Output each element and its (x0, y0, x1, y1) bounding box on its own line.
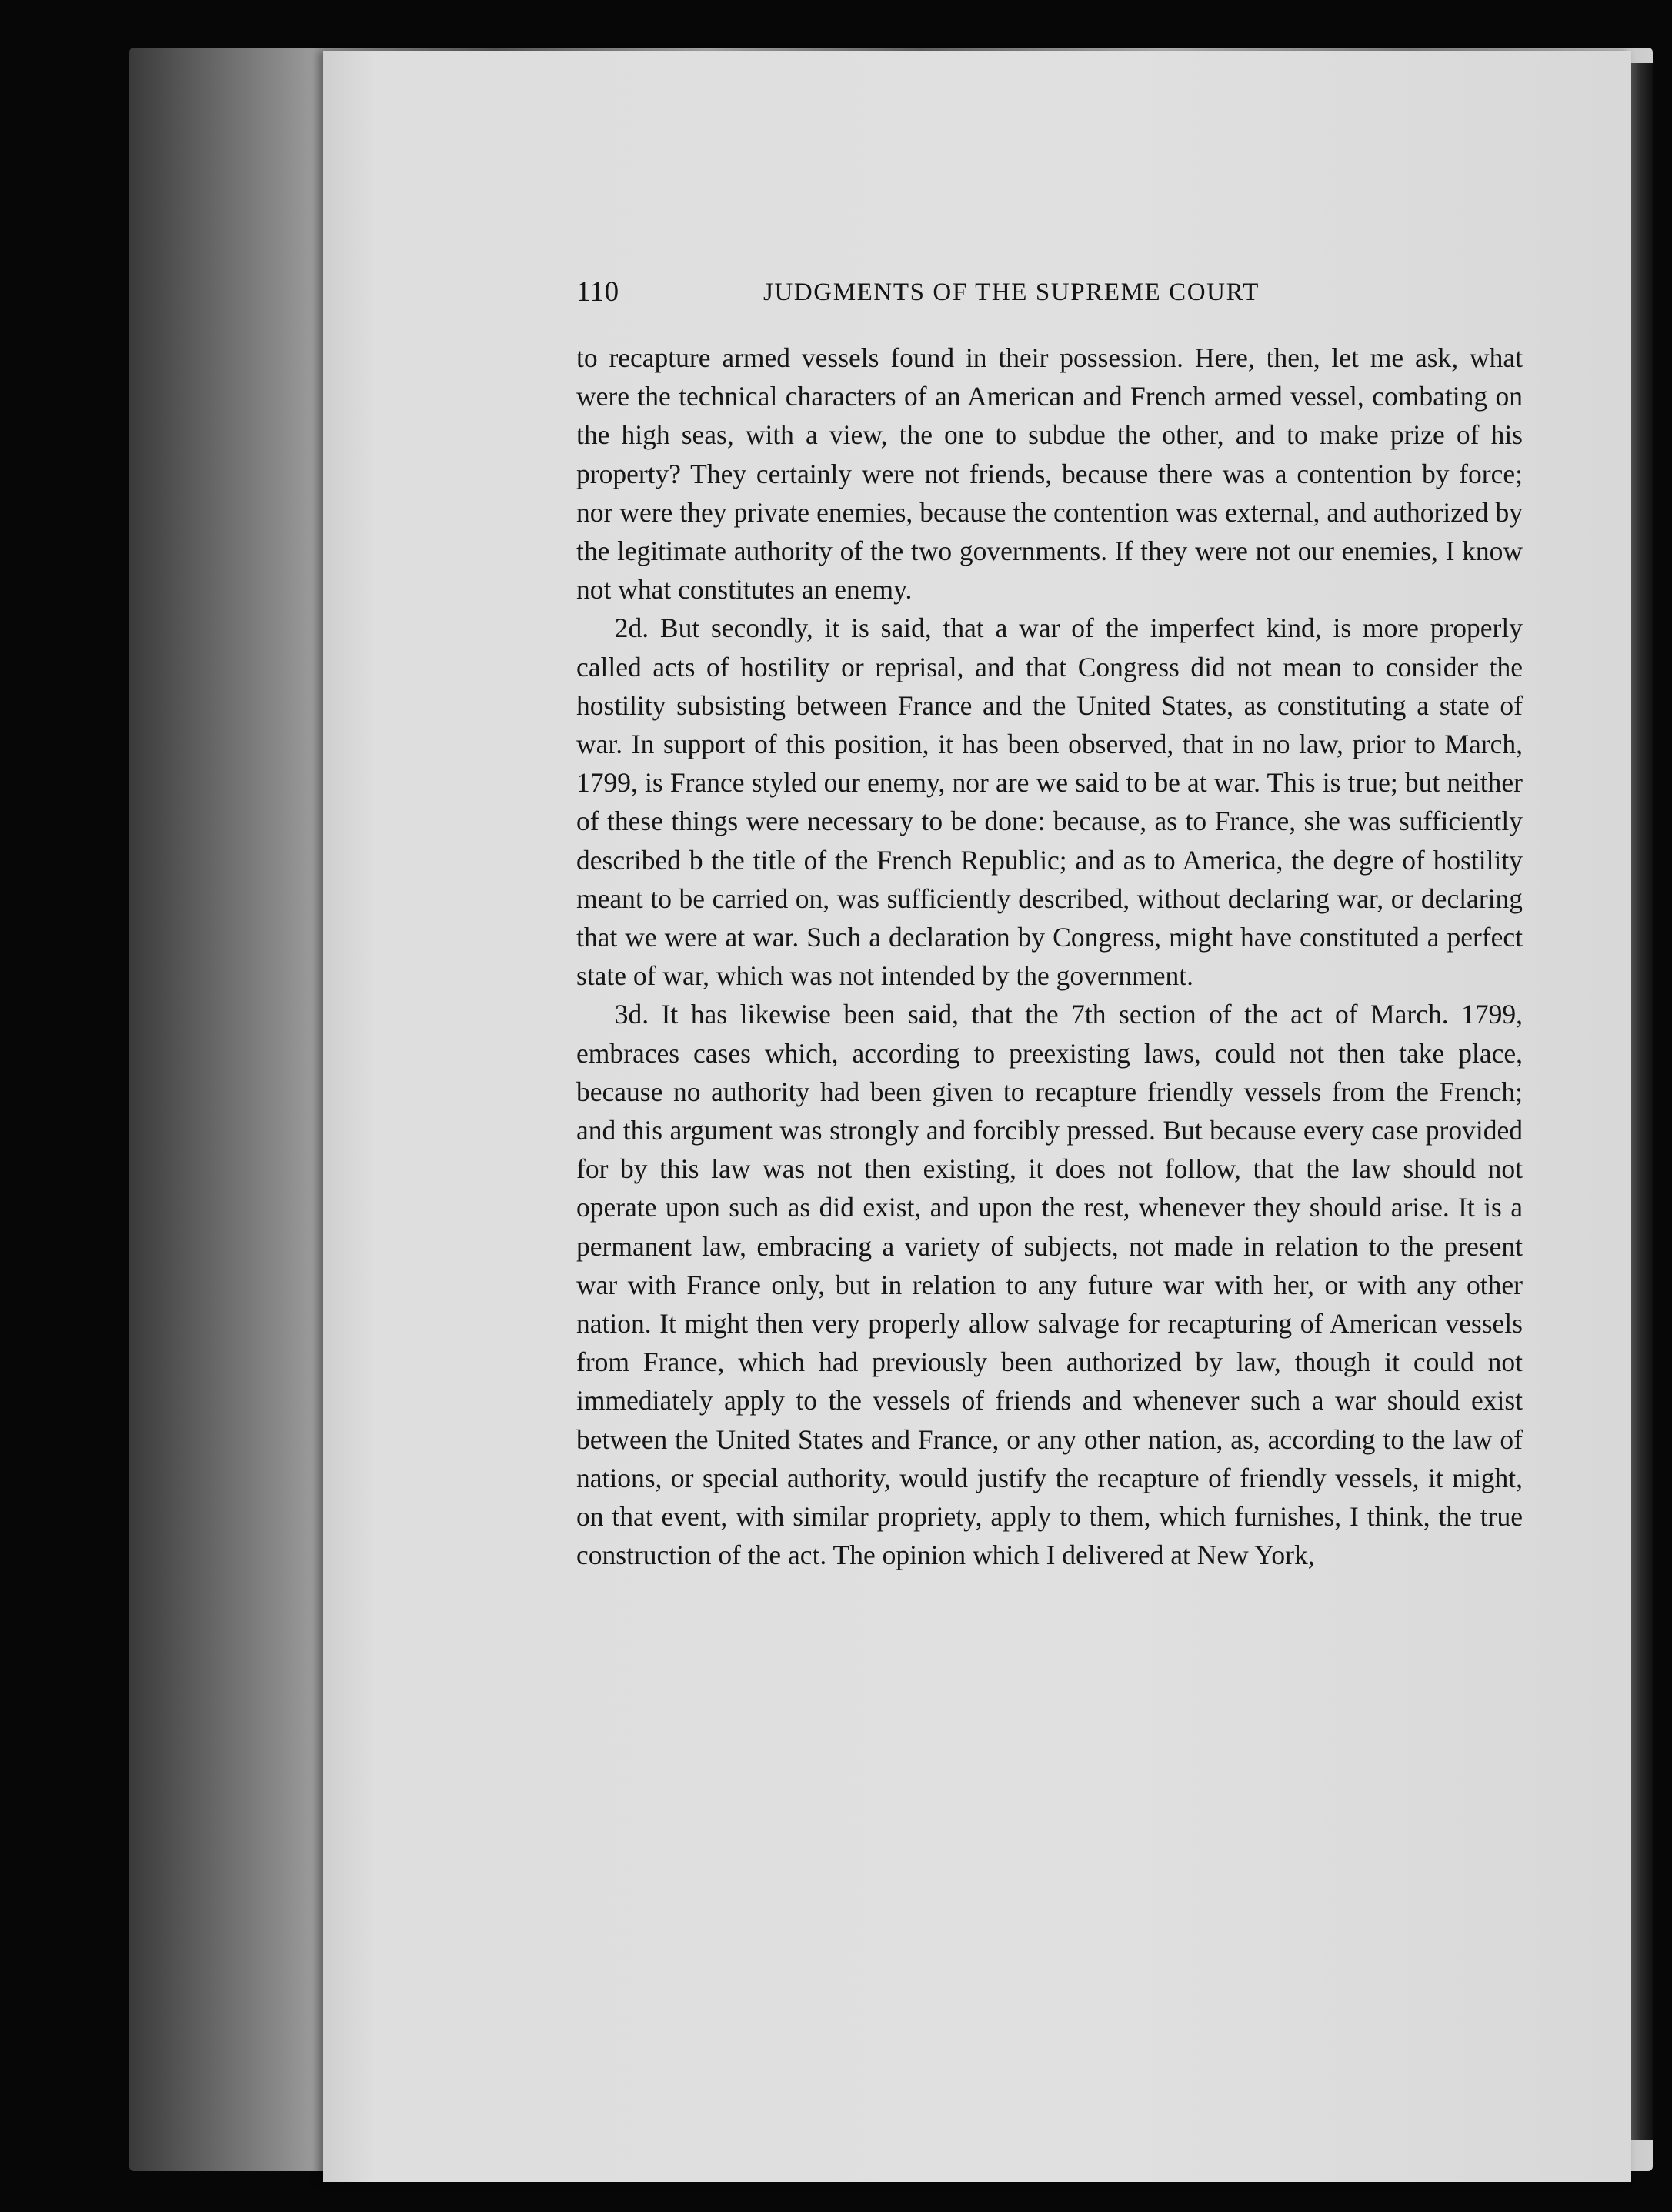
body-text (576, 339, 1523, 1575)
paragraph-continuation: to recapture armed vessels found in their possession. Here, then, let me ask, what were the technical characters of an American and French armed vessel, combating on the high seas, with a view, the one to subdue the other, and to make prize of his property? They certainly were not friends, because there was a contention by force; nor were they private enemies, because the contention was external, and authorized by the legitimate authority of the two governments. If they were not our enemies, I know not what constitutes an enemy. (576, 342, 1523, 606)
page-header (576, 269, 1523, 315)
running-head: JUDGMENTS OF THE SUPREME COURT (763, 279, 1260, 306)
paragraph-second-point: 2d. But secondly, it is said, that a war of the imperfect kind, is more properly called acts of hostility or reprisal, and that Congress did not mean to consider the hostility subsisting between France and the United States, as constituting a state of war. In support of this position, it has been observed, that in no law, prior to March, 1799, is France styled our enemy, nor are we said to be at war. This is true; but neither of these things were necessary to be done: because, as to France, she was sufficiently described b the title of the French Republic; and as to America, the degre of hostility meant to be carried on, was sufficiently described, without declaring war, or declaring that we were at war. Such a declaration by Congress, might have constituted a perfect state of war, which was not intended by the government. (576, 612, 1523, 992)
page-number: 110 (576, 276, 619, 308)
paragraph-third-point: 3d. It has likewise been said, that the 7th section of the act of March. 1799, embraces cases which, according to preexisting laws, could not then take place, because no authority had been given to recapture friendly vessels from the French; and this argument was strongly and forcibly pressed. But because every case provided for by this law was not then existing, it does not follow, that the law should not operate upon such as did exist, and upon the rest, whenever they should arise. It is a permanent law, embracing a variety of subjects, not made in relation to the present war with France only, but in relation to any future war with her, or with any other nation. It might then very properly allow salvage for recapturing of American vessels from France, which had previously been authorized by law, though it could not immediately apply to the vessels of friends and whenever such a war should exist between the United States and France, or any other nation, as, according to the law of nations, or special authority, would justify the recapture of friendly vessels, it might, on that event, with similar propriety, apply to them, which furnishes, I think, the true construction of the act. The opinion which I delivered at New York, (576, 999, 1523, 1571)
